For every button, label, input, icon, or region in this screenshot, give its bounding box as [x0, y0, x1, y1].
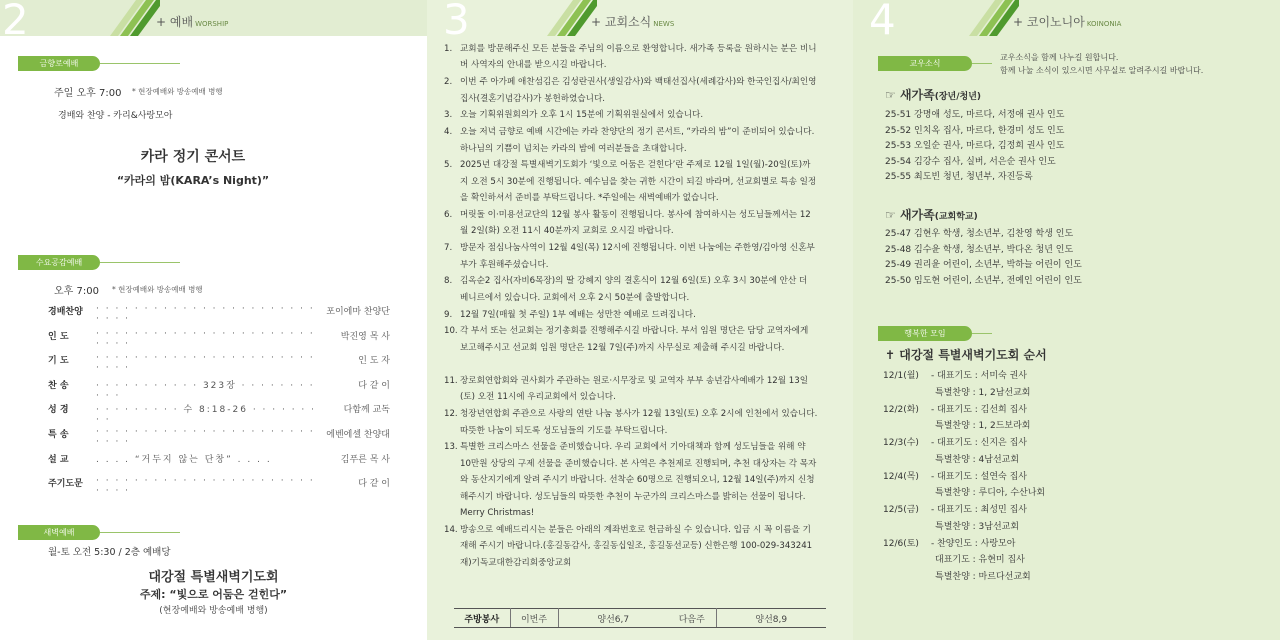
news-number: 14. [444, 524, 458, 535]
schedule-role: 대표기도 [937, 371, 972, 381]
news-text: 오늘 기획위원회의가 오후 1시 15분에 기획위원실에서 있습니다. [460, 110, 704, 121]
schedule-person: 1, 2드보라회 [978, 421, 1031, 432]
schedule-person: 설연숙 집사 [980, 471, 1027, 482]
new-family-school-list [885, 227, 1082, 289]
schedule-row: 특별찬양 : 1, 2남선교회 [935, 387, 1031, 398]
schedule-role: 대표기도 [937, 471, 972, 482]
new-family-school-heading: ☞ 새가족(교회학교) [885, 208, 978, 222]
news-item [444, 41, 834, 74]
news-text: 특별한 크리스마스 선물을 준비했습니다. 우리 교회에서 기아대책과 함께 성도님들을 위해 약 10만원 상당의 구제 선물을 준비했습니다. 본 사역은 추천제로 진행되며, 추천 대상자는 각 목자와 동산지기에게 알려 주시기 바랍니다. 선착순 60명으로 진행되오니, 12월 14일(주)까지 신청해주시기 바랍니다. 성도님들의 따뜻한 추천이 누군가의 크리스마스를 밝히는 선물이 됩니다. Merry Christmas! [460, 442, 817, 519]
order-item: 성 경 [48, 405, 69, 416]
news-item [444, 74, 834, 107]
dawn-theme: 주제: “빛으로 어둠은 걷힌다” [139, 588, 288, 601]
schedule-person: 김선희 집사 [980, 404, 1027, 415]
next-week-value: 양선8,9 [716, 609, 826, 628]
order-item: 찬 송 [48, 380, 69, 391]
family-entry: 25-49 권리윤 어린이, 소년부, 박하늘 어린이 인도 [885, 260, 1082, 271]
news-number: 9. [444, 309, 453, 320]
news-item [444, 240, 834, 273]
schedule-date: 12/1(월) [883, 371, 919, 381]
order-detail: · · · · · · · · · · · 323장 · · · · · · · · · · · [96, 380, 315, 401]
schedule-title: ✝ 대강절 특별새벽기도회 순서 [885, 348, 1047, 362]
news-text: 12월 7일(매월 첫 주일) 1부 예배는 성만찬 예배로 드려집니다. [460, 309, 696, 320]
divider [100, 63, 180, 64]
news-item [444, 406, 834, 439]
worship-panel [0, 0, 427, 640]
schedule-row: 12/5(금) - 대표기도 : 최성민 집사 [883, 502, 1027, 519]
hand-pointer-icon: ☞ [885, 88, 896, 102]
order-detail: · · · · · · · · · · · · · · · · · · · · · · · · · · · [96, 328, 315, 349]
schedule-date: 12/2(화) [883, 404, 919, 415]
schedule-row: 특별찬양 : 1, 2드보라회 [935, 421, 1031, 432]
order-detail: · · · · · · · · · · · · · · · · · · · · · · · · · · · [96, 427, 315, 447]
schedule-person: 3남선교회 [978, 521, 1020, 532]
schedule-role: 특별찬양 [935, 571, 970, 582]
schedule-row: 대표기도 : 유현미 집사 [935, 555, 1025, 566]
stripe-decoration [80, 0, 160, 36]
news-text: 오늘 저녁 금향로 예배 시간에는 카라 찬양단의 정기 콘서트, “카라의 밤”이 준비되어 있습니다. 하나님의 기쁨이 넘치는 카라의 밤에 여러분들을 초대합니다. [460, 127, 815, 154]
news-text: 각 부서 또는 선교회는 정기총회를 진행해주시길 바랍니다. 부서 임원 명단은 담당 교역자에게 보고해주시고 선교회 임원 명단은 12월 7일(주)까지 사무실로 제출해 주시길 바랍니다. [460, 326, 809, 353]
schedule-row: 12/4(목) - 대표기도 : 설연숙 집사 [883, 469, 1027, 486]
news-number: 11. [444, 376, 458, 386]
schedule-person: 유현미 집사 [978, 555, 1025, 566]
order-item: 특 송 [48, 430, 69, 440]
schedule-person: 신지은 집사 [980, 438, 1027, 448]
news-number: 1. [444, 44, 453, 54]
order-leader: 포이에마 찬양단 [326, 307, 390, 317]
schedule-row: 특별찬양 : 3남선교회 [935, 521, 1020, 532]
news-number: 7. [444, 243, 453, 254]
order-item: 설 교 [48, 454, 69, 465]
schedule-row: 특별찬양 : 4남선교회 [935, 454, 1020, 465]
news-text: 청장년연합회 주관으로 사랑의 연탄 나눔 봉사가 12월 13일(토) 오후 2시에 인천에서 있습니다. 따뜻한 나눔이 되도록 성도님들의 기도를 부탁드립니다. [460, 409, 818, 436]
news-number: 12. [444, 409, 458, 420]
family-entry: 25-51 강명애 성도, 마르다, 서정애 권사 인도 [885, 110, 1065, 120]
news-text: 교회를 방문해주신 모든 분들을 주님의 이름으로 환영합니다. 새가족 등록을 원하시는 분은 비니버 사역자의 안내를 받으시길 바랍니다. [460, 44, 817, 71]
family-entry: 25-52 인치옥 집사, 마르다, 한경미 성도 인도 [885, 125, 1065, 136]
page-number: 3 [443, 0, 470, 44]
divider [972, 333, 992, 334]
divider [100, 532, 180, 533]
schedule-row: 12/2(화) - 대표기도 : 김선희 집사 [883, 402, 1027, 419]
schedule-person: 1, 2남선교회 [978, 387, 1031, 398]
news-number: 8. [444, 276, 453, 287]
news-number: 3. [444, 110, 453, 121]
order-leader: 다함께 교독 [343, 405, 390, 416]
schedule-row: 12/1(월) - 대표기도 : 서미숙 권사 [883, 368, 1027, 385]
news-item [444, 323, 834, 372]
schedule-row: 특별찬양 : 마르다선교회 [935, 571, 1031, 582]
schedule-role: 대표기도 [937, 438, 972, 448]
page-number: 2 [2, 0, 29, 44]
family-entry: 25-54 김강수 집사, 실버, 서은순 권사 인도 [885, 156, 1056, 167]
schedule-role: 특별찬양 [935, 454, 970, 465]
this-week-value: 양선6,7 [558, 609, 668, 628]
schedule-row: 12/3(수) - 대표기도 : 신지은 집사 [883, 435, 1027, 452]
kitchen-duty-table [454, 608, 826, 628]
family-entry: 25-50 임도현 어린이, 소년부, 전예인 어린이 인도 [885, 275, 1082, 286]
divider [972, 63, 992, 64]
hand-pointer-icon: ☞ [885, 208, 896, 222]
duty-label: 주방봉사 [454, 609, 510, 628]
schedule-row: 12/6(토) - 찬양인도 : 사랑모아 [883, 536, 1015, 553]
order-item: 주기도문 [48, 479, 83, 490]
news-number: 13. [444, 442, 458, 453]
stripe-decoration [939, 0, 1019, 36]
sunday-evening-tag: 금향로예배 [18, 56, 100, 71]
news-item [444, 373, 834, 406]
praise-info: 경배와 찬양 - 카리&사랑모아 [58, 111, 173, 121]
news-item [444, 107, 834, 123]
news-header [427, 0, 853, 44]
news-text: 2025년 대강절 특별새벽기도회가 ‘빛으로 어둠은 걷힌다’란 주제로 12월 1일(월)-20일(토)까지 오전 5시 30분에 진행됩니다. 예수님을 찾는 귀한 시간이 되길 바라며, 선교회별로 특송 일정을 확인하셔서 준비를 부탁드립니다. *주일에는 새벽예배가 없습니다. [460, 160, 817, 204]
news-text: 방송으로 예배드리시는 분들은 아래의 계좌번호로 헌금하실 수 있습니다. 입금 시 꼭 이름을 기재해 주시기 바랍니다.(홍길동감사, 홍길동십일조, 홍길동선교등) 신한은행 100-029-343241 재)기독교대한감리회중앙교회 [460, 524, 813, 568]
schedule-role: 대표기도 [935, 555, 970, 566]
schedule-role: 특별찬양 [935, 521, 970, 532]
family-entry: 25-55 최도빈 청년, 청년부, 자진등록 [885, 172, 1033, 183]
dawn-tag: 새벽예배 [18, 525, 100, 540]
schedule-person: 4남선교회 [978, 454, 1020, 465]
stripe-decoration [517, 0, 597, 36]
news-item [444, 157, 834, 206]
new-family-adult-heading: ☞ 새가족(장년/청년) [885, 88, 982, 102]
order-detail: · · · · · · · · · · · · · · · · · · · · · · · · · · · [96, 353, 315, 374]
worship-header [0, 0, 427, 44]
schedule-person: 서미숙 권사 [980, 371, 1027, 381]
order-detail: · · · · · · · · · · · · · · · · · · · · · · · · · · · [96, 476, 315, 497]
this-week-label: 이번주 [510, 609, 558, 628]
order-leader: 박진영 목 사 [340, 331, 390, 342]
news-number: 4. [444, 127, 453, 138]
schedule-date: 12/5(금) [883, 505, 919, 515]
page-number: 4 [869, 0, 896, 44]
order-item: 경배찬양 [48, 307, 83, 317]
news-item [444, 307, 834, 323]
news-item [444, 522, 834, 571]
news-number: 10. [444, 326, 458, 337]
news-text: 김옥순2 집사(자비6목장)의 딸 강혜지 양의 결혼식이 12월 6일(토) 오후 3시 30분에 안산 더 베니르에서 있습니다. 교회에서 오후 2시 50분에 출발합니다. [460, 276, 808, 303]
news-text: 머릿돌 이·미용선교단의 12월 봉사 활동이 진행됩니다. 봉사에 참여하시는 성도님들께서는 12월 2일(화) 오전 11시 40분까지 교회로 오시길 바랍니다. [460, 210, 811, 237]
order-item: 인 도 [48, 331, 69, 342]
koinonia-header [853, 0, 1280, 44]
news-item [444, 273, 834, 306]
schedule-date: 12/6(토) [883, 538, 919, 549]
order-leader: 인 도 자 [358, 356, 390, 367]
dawn-note: (현장예배와 방송예배 병행) [159, 606, 268, 616]
intro-line-2: 함께 나눌 소식이 있으시면 사무실로 알려주시길 바랍니다. [1000, 66, 1204, 75]
divider [100, 262, 180, 263]
concert-title: 카라 정기 콘서트 [140, 149, 246, 165]
schedule-role: 대표기도 [937, 404, 972, 415]
schedule-role: 찬양인도 [937, 538, 972, 549]
schedule-person: 루디아, 수산나회 [978, 488, 1046, 499]
schedule-date: 12/3(수) [883, 438, 919, 448]
family-entry: 25-53 오일순 권사, 마르다, 김정희 권사 인도 [885, 141, 1065, 152]
section-title: + 예배 WORSHIP [156, 15, 229, 29]
schedule-role: 특별찬양 [935, 387, 970, 398]
schedule-date: 12/4(목) [883, 471, 919, 482]
schedule-person: 사랑모아 [980, 538, 1016, 549]
happy-gathering-tag: 행복한 모임 [878, 326, 972, 341]
schedule-role: 대표기도 [937, 505, 972, 515]
dawn-time: 월-토 오전 5:30 / 2층 예배당 [48, 547, 171, 558]
news-text: 방문자 점심나눔사역이 12월 4일(목) 12시에 진행됩니다. 이번 나눔에는 주한영/김아영 신혼부부가 후원해주셨습니다. [460, 243, 815, 270]
news-number: 6. [444, 210, 453, 220]
family-entry: 25-47 김현우 학생, 청소년부, 김찬영 학생 인도 [885, 229, 1074, 239]
schedule-row: 특별찬양 : 루디아, 수산나회 [935, 488, 1046, 499]
news-number: 2. [444, 77, 453, 88]
section-title: + 코이노니아 KOINONIA [1013, 15, 1122, 29]
new-family-adult-list [885, 108, 1064, 186]
concert-subtitle: “카라의 밤(KARA’s Night)” [116, 174, 270, 187]
news-text: 이번 주 아가페 애찬섬김은 김성란권사(생일감사)와 백태선집사(세례감사)와 한국인집사/최인영집사(결혼기념감사)가 봉헌하였습니다. [460, 77, 817, 104]
service-time: 주일 오후 7:00 [54, 88, 122, 99]
order-leader: 에벤에셀 찬양대 [326, 430, 390, 440]
schedule-person: 최성민 집사 [980, 505, 1027, 515]
news-item [444, 207, 834, 240]
schedule-person: 마르다선교회 [978, 571, 1031, 582]
order-detail: · · · · · · · · · · · · · · · · · · · · · · · · · · · [96, 304, 315, 324]
wednesday-tag: 수요공감예배 [18, 255, 100, 270]
order-leader: 다 같 이 [358, 479, 390, 490]
schedule-role: 특별찬양 [935, 421, 970, 432]
member-news-tag: 교우소식 [878, 56, 972, 71]
news-text: 장로회연합회와 권사회가 주관하는 원로·시무장로 및 교역자 부부 송년감사예배가 12월 13일(토) 오전 11시에 우리교회에서 있습니다. [460, 376, 809, 403]
service-time: 오후 7:00 [54, 286, 99, 297]
intro-line-1: 교우소식을 함께 나누길 원합니다. [1000, 53, 1119, 62]
service-note: * 현장예배와 방송예배 병행 [112, 285, 203, 294]
service-note: * 현장예배와 방송예배 병행 [132, 87, 223, 96]
order-leader: 다 같 이 [358, 380, 390, 391]
cross-icon: ✝ [885, 348, 896, 362]
family-entry: 25-48 김수윤 학생, 청소년부, 박다온 청년 인도 [885, 244, 1074, 255]
news-item [444, 124, 834, 157]
news-number: 5. [444, 160, 453, 171]
order-detail: · · · · · · · · · 수 8:18-26 · · · · · · · · · [96, 405, 317, 426]
section-title: + 교회소식 NEWS [591, 15, 675, 29]
news-item [444, 439, 834, 521]
next-week-label: 다음주 [668, 609, 716, 628]
order-detail: . . . . “거두지 않는 단창” . . . . [96, 454, 272, 465]
order-leader: 김푸른 목 사 [340, 454, 390, 465]
dawn-title: 대강절 특별새벽기도회 [148, 570, 279, 585]
order-item: 기 도 [48, 356, 69, 367]
schedule-role: 특별찬양 [935, 488, 970, 499]
